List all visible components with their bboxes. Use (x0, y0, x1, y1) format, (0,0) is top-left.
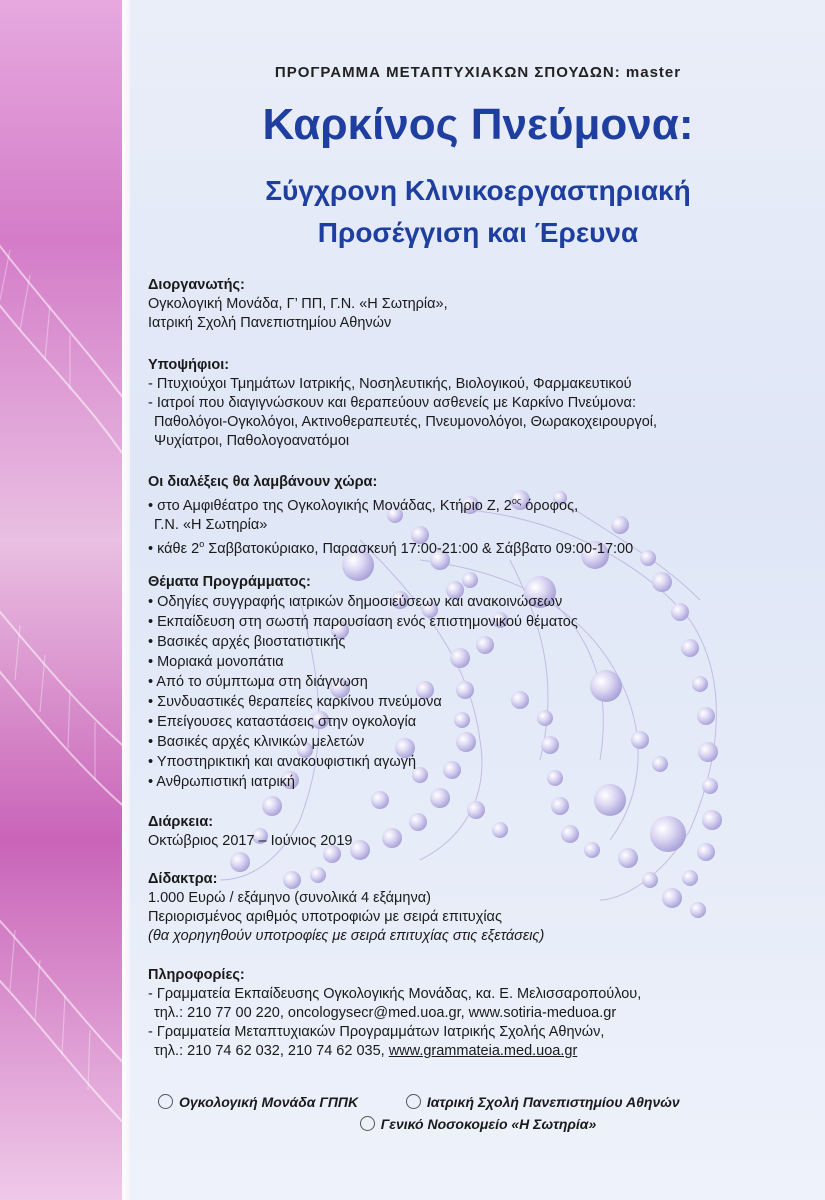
duration-value: Οκτώβριος 2017 – Ιούνιος 2019 (148, 833, 353, 849)
topic-item: • Από το σύμπτωμα στη διάγνωση (148, 674, 368, 690)
fees-line: Περιορισμένος αριθμός υποτροφιών με σειρά επιτυχίας (148, 909, 502, 925)
info-heading: Πληροφορίες: (148, 967, 245, 983)
candidates-line: - Πτυχιούχοι Τμημάτων Ιατρικής, Νοσηλευτικής, Βιολογικού, Φαρμακευτικού (148, 376, 632, 392)
topics-section (148, 572, 808, 792)
info-line: - Γραμματεία Μεταπτυχιακών Προγραμμάτων Ιατρικής Σχολής Αθηνών, (148, 1024, 605, 1040)
topic-item: • Επείγουσες καταστάσεις στην ογκολογία (148, 714, 417, 730)
candidates-line: Ψυχίατροι, Παθολογοανατόμοι (154, 433, 350, 449)
info-section (148, 966, 808, 1061)
hospital-icon (360, 1116, 375, 1131)
info-line: τηλ.: 210 77 00 220, oncologysecr@med.uoa.gr, www.sotiria-meduoa.gr (154, 1005, 617, 1021)
topic-item: • Υποστηρικτική και ανακουφιστική αγωγή (148, 754, 417, 770)
duration-heading: Διάρκεια: (148, 814, 214, 830)
program-label: ΠΡΟΓΡΑΜΜΑ ΜΕΤΑΠΤΥΧΙΑΚΩΝ ΣΠΟΥΔΩΝ: master (274, 64, 682, 81)
organizers-heading: Διοργανωτής: (148, 277, 245, 293)
topic-item: • Μοριακά μονοπάτια (148, 654, 284, 670)
fees-section (148, 870, 808, 946)
lectures-heading: Οι διαλέξεις θα λαμβάνουν χώρα: (148, 474, 378, 490)
page-title: Καρκίνος Πνεύμονα: (262, 100, 694, 149)
candidates-line: - Ιατροί που διαγιγνώσκουν και θεραπεύουν ασθενείς με Καρκίνο Πνεύμονα: (148, 395, 636, 411)
footer-orgs (158, 1094, 808, 1110)
topics-heading: Θέματα Προγράμματος: (148, 574, 311, 590)
lectures-section (148, 473, 808, 559)
fees-note: (θα χορηγηθούν υποτροφίες με σειρά επιτυχίας στις εξετάσεις) (148, 928, 545, 944)
fees-line: 1.000 Ευρώ / εξάμηνο (συνολικά 4 εξάμηνα) (148, 890, 431, 906)
topic-item: • Βασικές αρχές βιοστατιστικής (148, 634, 346, 650)
subtitle-line-2: Προσέγγιση και Έρευνα (317, 217, 639, 248)
info-line: - Γραμματεία Εκπαίδευσης Ογκολογικής Μονάδας, κα. Ε. Μελισσαροπούλου, (148, 986, 642, 1002)
topic-item: • Οδηγίες συγγραφής ιατρικών δημοσιεύσεων και ανακοινώσεων (148, 594, 563, 610)
topic-item: • Βασικές αρχές κλινικών μελετών (148, 734, 365, 750)
grammateia-link[interactable]: www.grammateia.med.uoa.gr (388, 1043, 578, 1059)
info-line: τηλ.: 210 74 62 032, 210 74 62 035, www.grammateia.med.uoa.gr (154, 1043, 578, 1059)
candidates-section (148, 356, 808, 451)
topic-item: • Συνδυαστικές θεραπείες καρκίνου πνεύμονα (148, 694, 442, 710)
organizers-line: Ιατρική Σχολή Πανεπιστημίου Αθηνών (148, 315, 392, 331)
organizers-line: Ογκολογική Μονάδα, Γ’ ΠΠ, Γ.Ν. «Η Σωτηρία», (148, 296, 448, 312)
footer-org-1: Ογκολογική Μονάδα ΓΠΠΚ (179, 1094, 359, 1110)
candidates-line: Παθολόγοι-Ογκολόγοι, Ακτινοθεραπευτές, Πνευμονολόγοι, Θωρακοχειρουργοί, (154, 414, 658, 430)
fees-heading: Δίδακτρα: (148, 871, 218, 887)
footer-org-2: Ιατρική Σχολή Πανεπιστημίου Αθηνών (426, 1094, 680, 1110)
organizers-section (148, 276, 808, 333)
lectures-schedule: • κάθε $2^o$ Σαββατοκύριακο, Παρασκευή 17:00-21:00 & Σάββατο 09:00-17:00 (148, 538, 634, 557)
topic-item: • Ανθρωπιστική ιατρική (148, 774, 295, 790)
footer-hospital (148, 1116, 808, 1132)
page-subtitle (148, 170, 808, 254)
medical-school-icon (406, 1094, 421, 1109)
footer-org-3: Γενικό Νοσοκομείο «Η Σωτηρία» (380, 1116, 597, 1132)
subtitle-line-1: Σύγχρονη Κλινικοεργαστηριακή (265, 175, 691, 206)
candidates-heading: Υποψήφιοι: (148, 357, 230, 373)
topic-item: • Εκπαίδευση στη σωστή παρουσίαση ενός επιστημονικού θέματος (148, 614, 578, 630)
oncology-unit-icon (158, 1094, 173, 1109)
duration-section (148, 813, 808, 851)
lectures-hospital: Γ.Ν. «Η Σωτηρία» (154, 516, 268, 533)
lectures-location: • στο Αμφιθέατρο της Ογκολογικής Μονάδας, Κτήριο Ζ, $2^{o\varsigma}$ όροφος, (148, 496, 579, 514)
